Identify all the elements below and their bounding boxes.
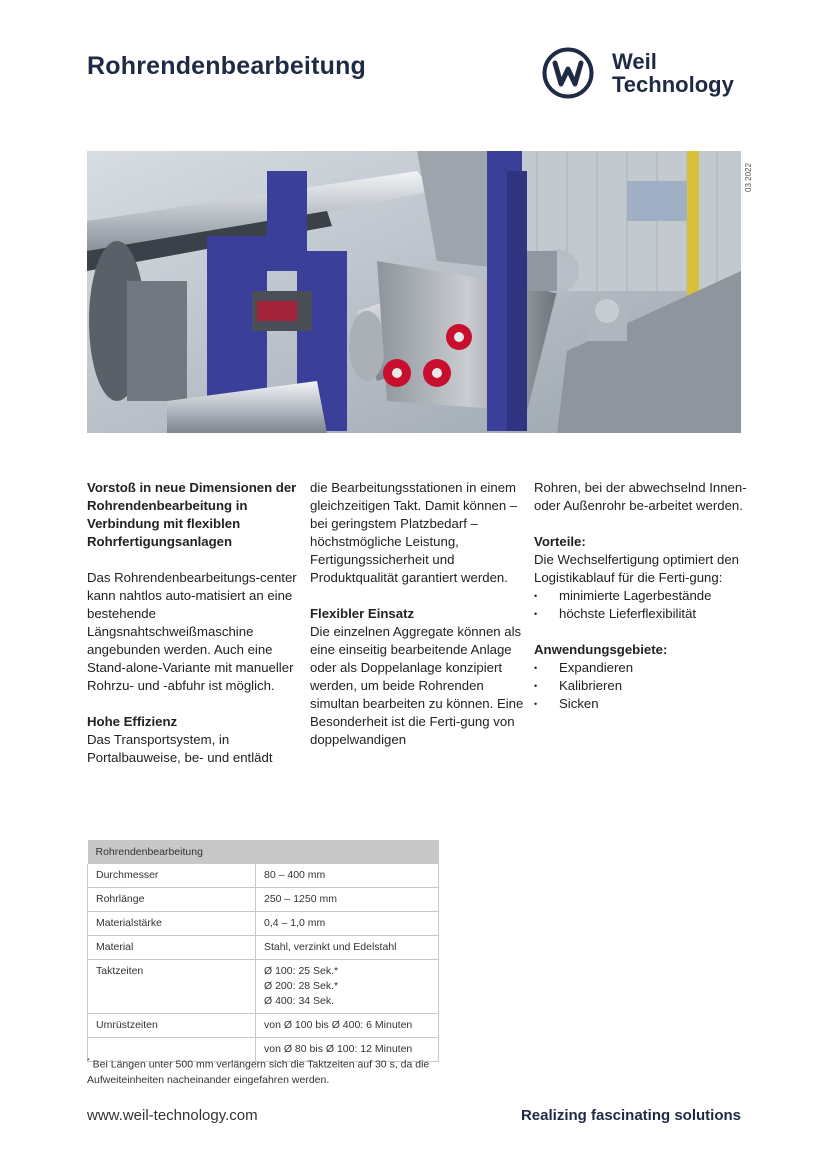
spec-value-line: Ø 200: 28 Sek.* [264, 980, 339, 992]
list-item: • minimierte Lagerbestände [534, 587, 749, 605]
flex-paragraph-cont: Rohren, bei der abwechselnd Innen- oder Außenrohr be-arbeitet werden. [534, 480, 747, 513]
efficiency-heading: Hohe Effizienz [87, 714, 178, 729]
efficiency-paragraph: Das Transportsystem, in Portalbauweise, be- und entlädt [87, 732, 273, 765]
applications-list [534, 659, 749, 713]
flex-paragraph: Die einzelnen Aggregate können als eine einseitig bearbeitende Anlage oder als Doppelanlage konzipiert werden, um beide Rohrenden simultan bearbeiten zu können. Eine Besonderheit ist die Ferti-gung von doppelwandigen [310, 624, 524, 747]
spec-label: Umrüstzeiten [88, 1014, 256, 1038]
website-link[interactable]: www.weil-technology.com [87, 1107, 258, 1124]
spec-value: 250 – 1250 mm [256, 888, 439, 912]
spec-value: von Ø 80 bis Ø 100: 12 Minuten [256, 1038, 439, 1062]
intro-heading: Vorstoß in neue Dimensionen der Rohrendenbearbeitung in Verbindung mit flexiblen Rohrfertigungsanlagen [87, 480, 297, 549]
spec-value: von Ø 100 bis Ø 400: 6 Minuten [256, 1014, 439, 1038]
spec-value [256, 960, 439, 1014]
spec-label: Rohrlänge [88, 888, 256, 912]
list-item: • höchste Lieferflexibilität [534, 605, 749, 623]
spec-value-line: Ø 100: 25 Sek.* [264, 965, 339, 977]
list-item: • Expandieren [534, 659, 749, 677]
logo-line1: Weil [612, 49, 657, 74]
flex-heading: Flexibler Einsatz [310, 606, 415, 621]
spec-table [87, 840, 439, 1062]
text-column-1 [87, 479, 302, 767]
applications-heading: Anwendungsgebiete: [534, 642, 668, 657]
table-row [88, 960, 439, 1014]
footnote [87, 1054, 467, 1088]
footnote-mark: * [87, 1058, 90, 1065]
spec-label: Durchmesser [88, 864, 256, 888]
advantages-heading: Vorteile: [534, 534, 586, 549]
advantages-paragraph: Die Wechselfertigung optimiert den Logistikablauf für die Ferti-gung: [534, 552, 739, 585]
table-row [88, 1014, 439, 1038]
text-column-3 [534, 479, 749, 713]
spec-label: Taktzeiten [88, 960, 256, 1014]
table-row [88, 864, 439, 888]
spec-table-header: Rohrendenbearbeitung [88, 840, 439, 864]
list-item: • Kalibrieren [534, 677, 749, 695]
spec-value: 80 – 400 mm [256, 864, 439, 888]
advantages-list [534, 587, 749, 623]
logo-w-icon [542, 47, 594, 99]
spec-value-line: Ø 400: 34 Sek. [264, 995, 335, 1007]
intro-paragraph: Das Rohrendenbearbeitungs-center kann nahtlos auto-matisiert an eine bestehende Längsnahtschweißmaschine angebunden werden. Auch eine Stand-alone-Variante mit manueller Rohrzu- und -abfuhr ist möglich. [87, 570, 297, 693]
machine-photo [87, 151, 741, 433]
list-item: • Sicken [534, 695, 749, 713]
footnote-text: Bei Längen unter 500 mm verlängern sich die Taktzeiten auf 30 s, da die Aufweiteinheiten nacheinander eingefahren werden. [87, 1058, 430, 1086]
page-title: Rohrendenbearbeitung [87, 52, 367, 80]
logo-line2: Technology [612, 72, 734, 97]
efficiency-paragraph-cont: die Bearbeitungsstationen in einem gleichzeitigen Takt. Damit können – bei geringstem Platzbedarf – höchstmögliche Leistung, Fertigungssicherheit und Produktqualität garantiert werden. [310, 480, 518, 585]
logo-wordmark [612, 50, 734, 96]
table-row [88, 912, 439, 936]
spec-value: Stahl, verzinkt und Edelstahl [256, 936, 439, 960]
table-row [88, 936, 439, 960]
date-code: 03 2022 [744, 163, 753, 192]
spec-label: Material [88, 936, 256, 960]
spec-label: Materialstärke [88, 912, 256, 936]
footer-slogan: Realizing fascinating solutions [520, 1107, 741, 1124]
spec-value: 0,4 – 1,0 mm [256, 912, 439, 936]
company-logo[interactable] [542, 45, 752, 105]
machine-photo-illustration [87, 151, 741, 433]
table-row [88, 888, 439, 912]
text-column-2 [310, 479, 525, 749]
